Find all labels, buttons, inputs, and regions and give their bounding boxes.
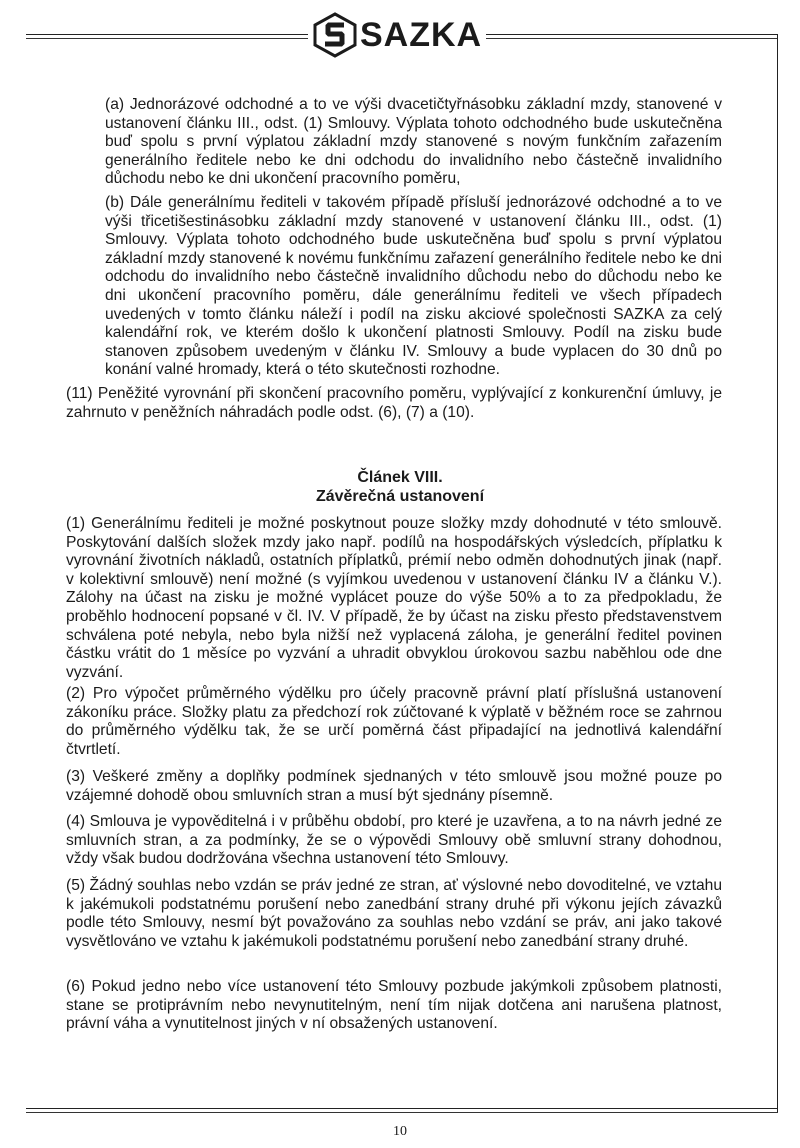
logo-emblem-icon	[312, 12, 358, 58]
header-rule-left-inner	[26, 38, 308, 39]
paragraph-10a: (a) Jednorázové odchodné a to ve výši dvacetičtyřnásobku základní mzdy, stanovené v ustanovení článku III., odst. (1) Smlouvy. Výplata tohoto odchodného bude uskutečněna buď spolu s první výplatou základní mzdy stanovené s novým funkčním zařazením generálního ředitele nebo ke dni odchodu do invalidního nebo částečně invalidního důchodu nebo ke dni ukončení pracovního poměru,	[105, 96, 722, 188]
header-rule-left	[26, 34, 308, 35]
paragraph-6: (6) Pokud jedno nebo více ustanovení této Smlouvy pozbude jakýmkoli způsobem platnosti, stane se protiprávním nebo nevynutitelným, není tím nijak dotčena ani narušena platnost, právní váha a vynutitelnost jiných v ní obsažených ustanovení.	[66, 978, 722, 1033]
footer-rule	[26, 1108, 778, 1109]
paragraph-11: (11) Peněžité vyrovnání při skončení pracovního poměru, vyplývající z konkurenční úmluvy, je zahrnuto v peněžních náhradách podle odst. (6), (7) a (10).	[66, 385, 722, 421]
header-rule-right	[486, 34, 778, 35]
logo-wordmark: SAZKA	[360, 15, 483, 54]
paragraph-2: (2) Pro výpočet průměrného výdělku pro účely pracovně právní platí příslušná ustanovení zákoníku práce. Složky platu za předchozí rok zúčtované k výplatě v běžném roce se zahrnou do průměrného výdělku tak, že se určí poměrná část připadající na jednotlivá kalendářní čtvrtletí.	[66, 685, 722, 758]
paragraph-3: (3) Veškeré změny a doplňky podmínek sjednaných v této smlouvě jsou možné pouze po vzájemné dohodě obou smluvních stran a musí být sjednány písemně.	[66, 768, 722, 804]
page-number: 10	[393, 1124, 407, 1139]
paragraph-4: (4) Smlouva je vypověditelná i v průběhu období, pro které je uzavřena, a to na návrh jedné ze smluvních stran, a za podmínky, že se o výpovědi Smlouvy obě smluvní strany dohodnou, vždy však budou dodržována všechna ustanovení této Smlouvy.	[66, 813, 722, 868]
paragraph-1: (1) Generálnímu řediteli je možné poskytnout pouze složky mzdy dohodnuté v této smlouvě. Poskytování dalších složek mzdy jako např. podílů na hospodářských výsledcích, příplatku k vyrovnání životních nákladů, ostatních příplatků, prémií nebo odměn dohodnutých jinak (např. v kolektivní smlouvě) není možné (s vyjímkou uvedenou v ustanovení článku IV a článku V.). Zálohy na účast na zisku je možné vyplácet pouze do výše 50% a to za předpokladu, že proběhlo hodnocení popsané v čl. IV. V případě, že by účast na zisku přesto představenstvem schválena poté nebyla, nebo byla nižší než vyplacená záloha, je generální ředitel povinen částku vrátit do 1 měsíce po vyzvání a uhradit obvyklou úrokovou sazbu naběhlou ode dne vyzvání.	[66, 515, 722, 681]
paragraph-10b: (b) Dále generálnímu řediteli v takovém případě přísluší jednorázové odchodné a to ve výši třicetišestinásobku základní mzdy stanovené v ustanovení článku III., odst. (1) Smlouvy. Výplata tohoto odchodného bude uskutečněna buď spolu s první výplatou základní mzdy stanovené k novému funkčnímu zařazení generálního ředitele nebo ke dni odchodu do invalidního nebo částečně invalidního důchodu nebo do důchodu nebo ke dni ukončení pracovního poměru, dále generálnímu řediteli ve všech případech uvedených v tomto článku náleží i podíl na zisku akciové společnosti SAZKA za celý kalendářní rok, ve kterém došlo k ukončení platnosti Smlouvy. Podíl na zisku bude stanoven způsobem uvedeným v článku IV. Smlouvy a bude vyplacen do 30 dnů po konání valné hromady, která o této skutečnosti rozhodne.	[105, 194, 722, 379]
right-border	[777, 34, 778, 1112]
article-number: Článek VIII.	[357, 469, 443, 486]
article-title: Závěrečná ustanovení	[315, 488, 485, 505]
company-logo	[312, 10, 484, 60]
footer-rule-inner	[26, 1112, 778, 1113]
paragraph-5: (5) Žádný souhlas nebo vzdán se práv jedné ze stran, ať výslovné nebo dovoditelné, ve vztahu k jakémukoli podstatnému porušení nebo zanedbání strany druhé při výkonu jejích závazků podle této Smlouvy, nesmí být považováno za souhlas nebo vzdání se práv, ani jako takové vysvětlováno ve vztahu k jakémukoli podstatnému porušení nebo zanedbání strany druhé.	[66, 877, 722, 950]
header-rule-right-inner	[486, 38, 778, 39]
